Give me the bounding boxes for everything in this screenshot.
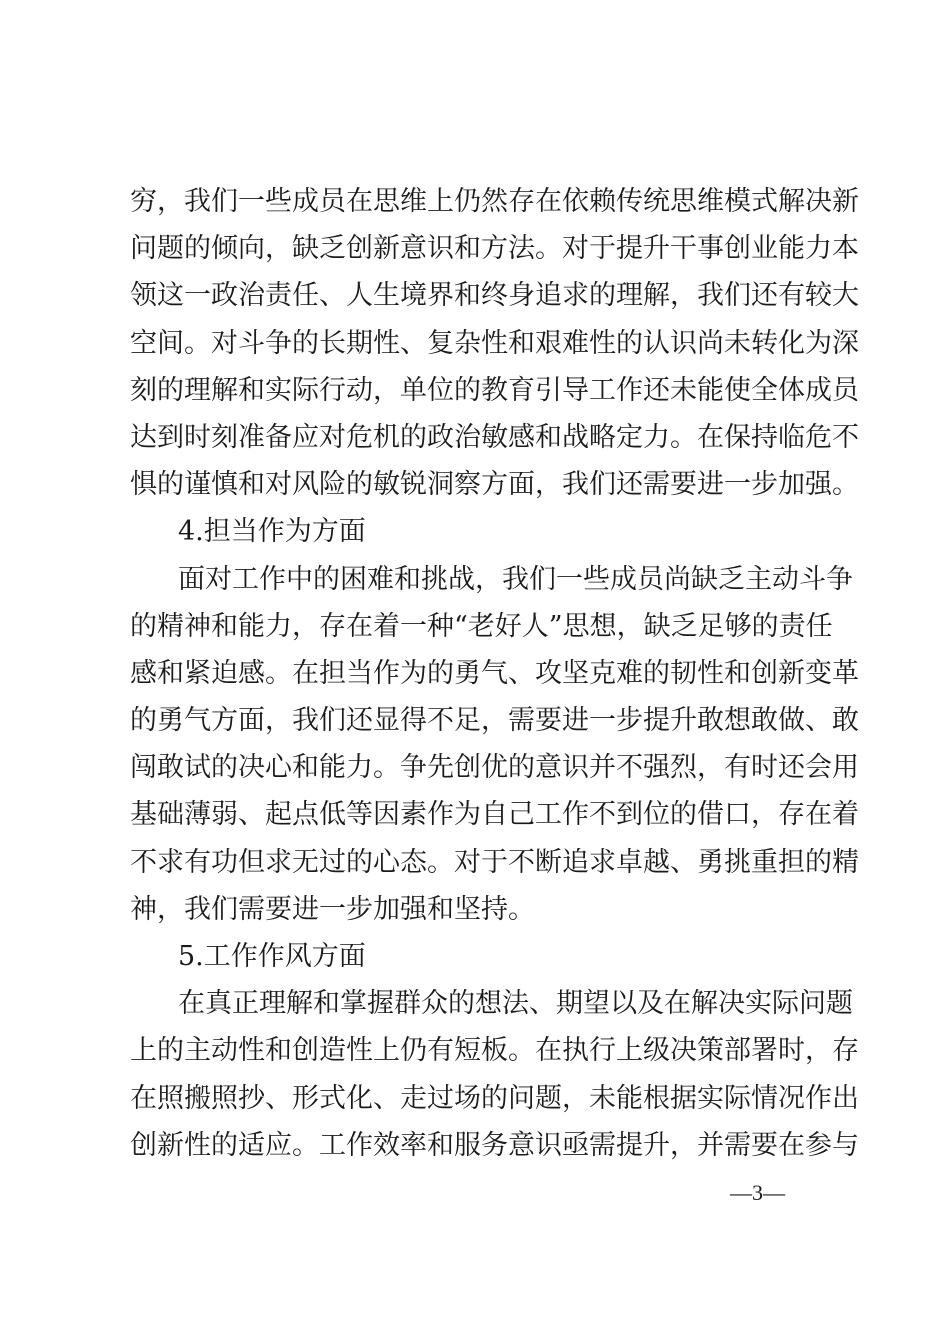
text-line: 在真正理解和掌握群众的想法、期望以及在解决实际问题 xyxy=(178,988,853,1020)
text-line: 穷，我们一些成员在思维上仍然存在依赖传统思维模式解决新 xyxy=(130,186,859,217)
text-line: 上的主动性和创造性上仍有短板。在执行上级决策部署时，存 xyxy=(130,1035,859,1067)
section-heading: 5.工作作风方面 xyxy=(178,941,366,972)
text-line: 在照搬照抄、形式化、走过场的问题，未能根据实际情况作出 xyxy=(130,1082,859,1114)
page-number: —3— xyxy=(730,1180,785,1205)
text-line: 惧的谨慎和对风险的敏锐洞察方面，我们还需要进一步加强。 xyxy=(130,469,859,501)
section-work-style xyxy=(130,933,859,1169)
text-line: 基础薄弱、起点低等因素作为自己工作不到位的借口，存在着 xyxy=(130,799,859,831)
paragraph-continued xyxy=(130,178,859,508)
text-line: 空间。对斗争的长期性、复杂性和艰难性的认识尚未转化为深 xyxy=(130,327,859,359)
text-line: 神，我们需要进一步加强和坚持。 xyxy=(130,893,535,925)
text-line: 刻的理解和实际行动，单位的教育引导工作还未能使全体成员 xyxy=(130,374,859,406)
document-body xyxy=(130,178,859,1169)
section-heading: 4.担当作为方面 xyxy=(178,516,366,548)
text-line: 闯敢试的决心和能力。争先创优的意识并不强烈，有时还会用 xyxy=(130,752,859,784)
text-line: 达到时刻准备应对危机的政治敏感和战略定力。在保持临危不 xyxy=(130,421,859,453)
text-line: 创新性的适应。工作效率和服务意识亟需提升，并需要在参与 xyxy=(130,1129,859,1161)
text-line: 不求有功但求无过的心态。对于不断追求卓越、勇挑重担的精 xyxy=(130,846,859,878)
text-line: 的勇气方面，我们还显得不足，需要进一步提升敢想敢做、敢 xyxy=(130,705,859,737)
text-line: 领这一政治责任、人生境界和终身追求的理解，我们还有较大 xyxy=(130,280,859,312)
text-line: 面对工作中的困难和挑战，我们一些成员尚缺乏主动斗争 xyxy=(178,563,853,595)
text-line: 的精神和能力，存在着一种“老好人”思想，缺乏足够的责任 xyxy=(130,610,833,642)
section-responsibility xyxy=(130,508,859,933)
text-line: 感和紧迫感。在担当作为的勇气、攻坚克难的韧性和创新变革 xyxy=(130,657,859,689)
text-line: 问题的倾向，缺乏创新意识和方法。对于提升干事创业能力本 xyxy=(130,233,859,265)
